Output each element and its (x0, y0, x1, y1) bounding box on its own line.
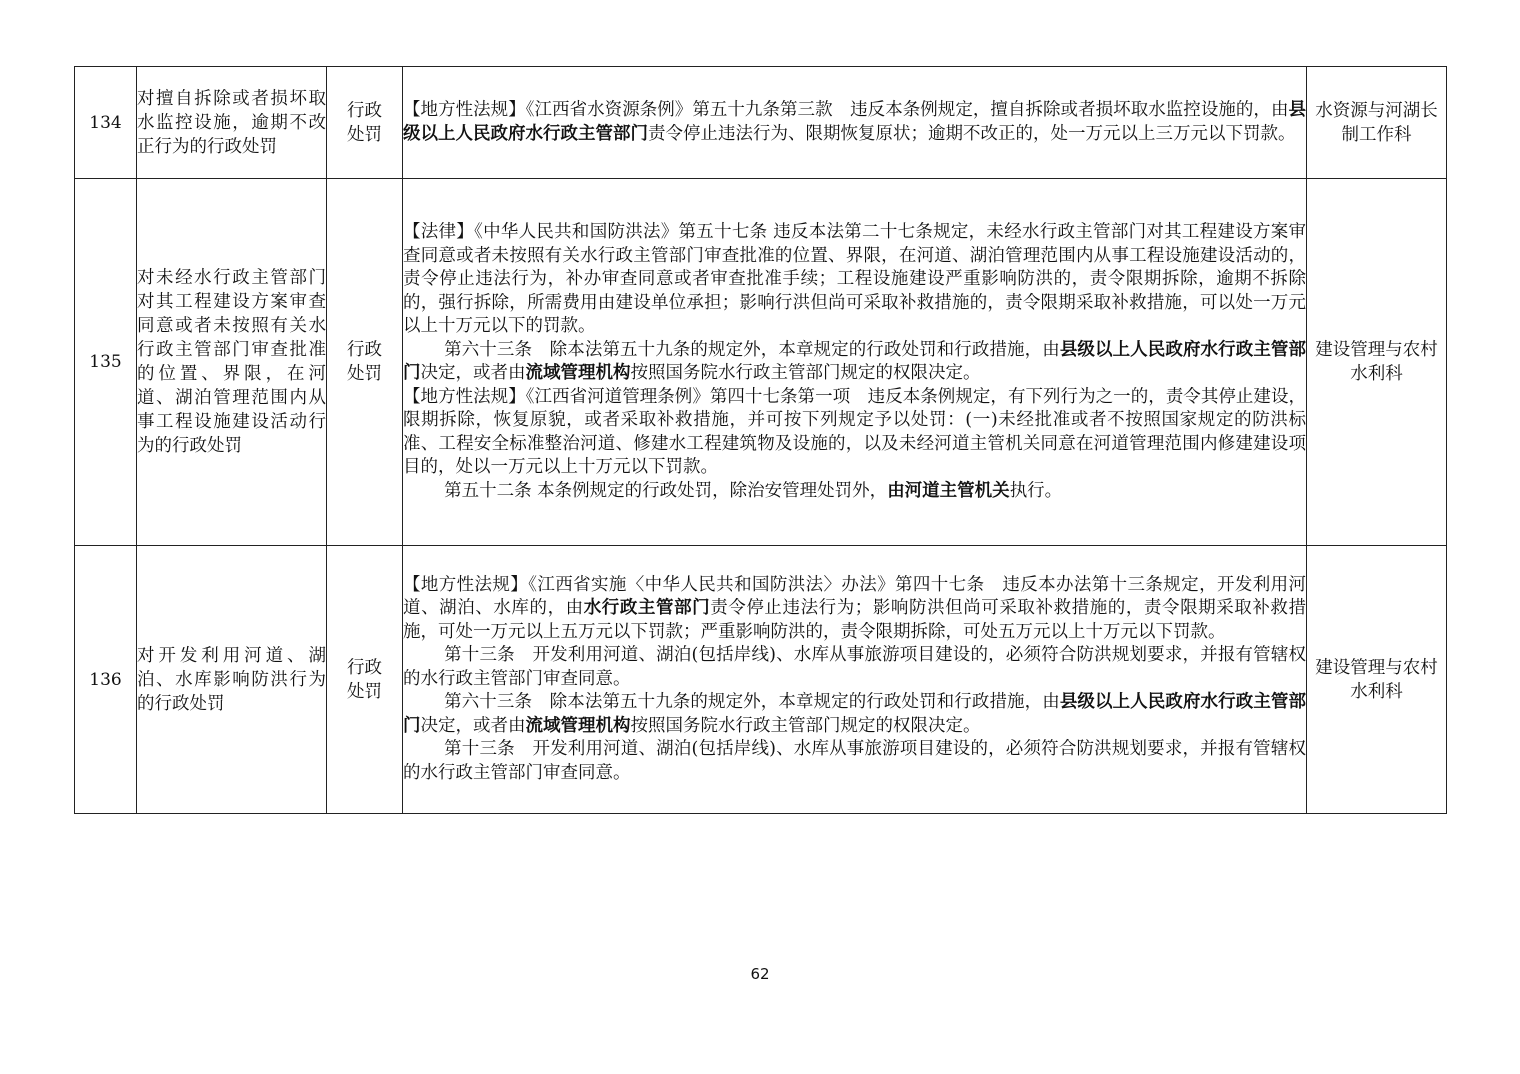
basis-text: 【地方性法规】《江西省河道管理条例》第四十七条第一项 违反本条例规定，有下列行为之一的，责令其停止建设，限期拆除，恢复原貌，或者采取补救措施，并可按下列规定予以处罚：(一)未经批准或者不按照国家规定的防洪标准、工程安全标准整治河道、修建水工程建筑物及设施的，以及未经河道主管机关同意在河道管理范围内修建建设项目的，处以一万元以上十万元以下罚款。 (403, 386, 1306, 477)
legal-basis-paragraph (403, 691, 1306, 738)
legal-basis-paragraph (403, 99, 1306, 146)
enforcement-table (74, 66, 1447, 814)
authority-highlight: 由河道主管机关 (887, 480, 1010, 501)
basis-text: 按照国务院水行政主管部门规定的权限决定。 (630, 363, 981, 383)
item-name: 对开发利用河道、湖泊、水库影响防洪行为的行政处罚 (137, 546, 327, 814)
authority-highlight: 县级以上人民政府水行政主管部门 (403, 692, 1306, 736)
legal-basis (403, 546, 1307, 814)
penalty-type (327, 546, 403, 814)
legal-basis-paragraph (403, 386, 1306, 480)
item-name: 对未经水行政主管部门对其工程建设方案审查同意或者未按照有关水行政主管部门审查批准的位置、界限，在河道、湖泊管理范围内从事工程设施建设活动行为的行政处罚 (137, 179, 327, 546)
basis-text: 第六十三条 除本法第五十九条的规定外，本章规定的行政处罚和行政措施，由 (444, 692, 1060, 713)
authority-highlight: 县级以上人民政府水行政主管部门 (403, 339, 1306, 383)
authority-highlight: 水行政主管部门 (583, 598, 711, 619)
basis-text: 【法律】《中华人民共和国防洪法》第五十七条 违反本法第二十七条规定，未经水行政主管部门对其工程建设方案审查同意或者未按照有关水行政主管部门审查批准的位置、界限，在河道、湖泊管理范围内从事工程设施建设活动的，责令停止违法行为，补办审查同意或者审查批准手续；工程设施建设严重影响防洪的，责令限期拆除，逾期不拆除的，强行拆除，所需费用由建设单位承担；影响行洪但尚可采取补救措施的，责令限期采取补救措施，可以处一万元以上十万元以下的罚款。 (403, 222, 1306, 336)
table-row (75, 67, 1447, 179)
basis-text: 【地方性法规】《江西省实施〈中华人民共和国防洪法〉办法》第四十七条 违反本办法第十三条规定，开发利用河道、湖泊、水库的，由 (403, 574, 1306, 619)
penalty-type-text: 行政处罚 (347, 657, 382, 702)
responsible-department: 水资源与河湖长制工作科 (1307, 67, 1447, 179)
basis-text: 执行。 (1009, 480, 1063, 501)
basis-text: 第五十二条 本条例规定的行政处罚，除治安管理处罚外， (444, 480, 888, 501)
penalty-type (327, 179, 403, 546)
basis-text: 责令停止违法行为、限期恢复原状；逾期不改正的，处一万元以上三万元以下罚款。 (648, 123, 1296, 144)
penalty-type-text: 行政处罚 (347, 100, 382, 145)
basis-text: 第十三条 开发利用河道、湖泊(包括岸线)、水库从事旅游项目建设的，必须符合防洪规划要求，并报有管辖权的水行政主管部门审查同意。 (403, 739, 1306, 783)
legal-basis-paragraph (403, 339, 1306, 386)
legal-basis-paragraph (403, 738, 1306, 785)
basis-text: 第六十三条 除本法第五十九条的规定外，本章规定的行政处罚和行政措施，由 (444, 339, 1060, 360)
item-name: 对擅自拆除或者损坏取水监控设施，逾期不改正行为的行政处罚 (137, 67, 327, 179)
basis-text: 决定，或者由 (420, 715, 526, 736)
row-number: 135 (75, 179, 137, 546)
legal-basis-paragraph (403, 221, 1306, 339)
authority-highlight: 县级以上人民政府水行政主管部门 (403, 100, 1306, 144)
row-number: 136 (75, 546, 137, 814)
authority-highlight: 流域管理机构 (525, 715, 631, 736)
responsible-department: 建设管理与农村水利科 (1307, 179, 1447, 546)
table-row (75, 179, 1447, 546)
page-number: 62 (750, 965, 770, 983)
row-number: 134 (75, 67, 137, 179)
responsible-department: 建设管理与农村水利科 (1307, 546, 1447, 814)
basis-text: 按照国务院水行政主管部门规定的权限决定。 (630, 715, 981, 736)
basis-text: 【地方性法规】《江西省水资源条例》第五十九条第三款 违反本条例规定，擅自拆除或者损坏取水监控设施的，由 (403, 100, 1289, 120)
basis-text: 第十三条 开发利用河道、湖泊(包括岸线)、水库从事旅游项目建设的，必须符合防洪规划要求，并报有管辖权的水行政主管部门审查同意。 (403, 645, 1306, 689)
legal-basis-paragraph (403, 480, 1306, 504)
legal-basis-paragraph (403, 644, 1306, 691)
penalty-type-text: 行政处罚 (347, 340, 382, 384)
basis-text: 决定，或者由 (420, 363, 526, 383)
basis-text: 责令停止违法行为；影响防洪但尚可采取补救措施的，责令限期采取补救措施，可处一万元以上五万元以下罚款；严重影响防洪的，责令限期拆除，可处五万元以上十万元以下罚款。 (403, 598, 1307, 642)
table-row (75, 546, 1447, 814)
legal-basis (403, 67, 1307, 179)
legal-basis (403, 179, 1307, 546)
penalty-type (327, 67, 403, 179)
legal-basis-paragraph (403, 574, 1306, 645)
authority-highlight: 流域管理机构 (525, 363, 631, 383)
